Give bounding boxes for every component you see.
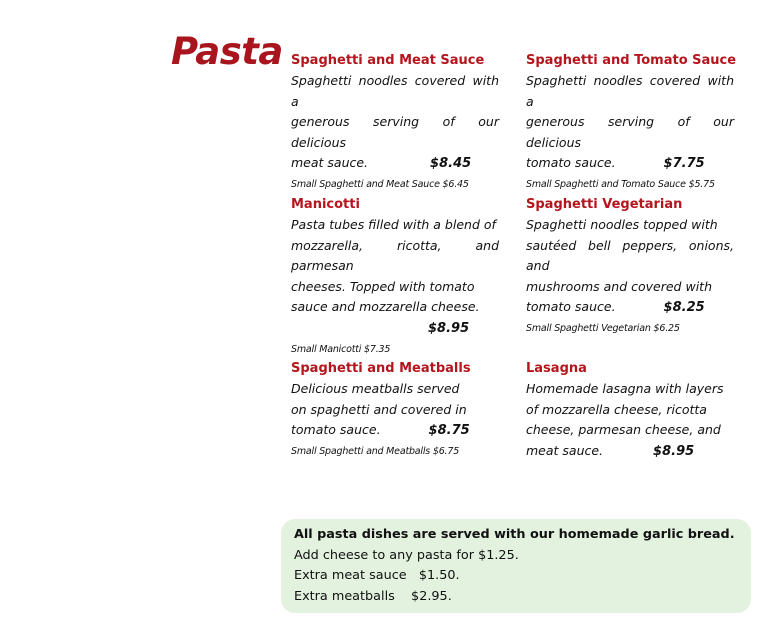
menu-item-price: $8.45 [430, 156, 472, 172]
menu-item [526, 359, 734, 462]
menu-item-description: Pasta tubes filled with a blend of mozzarella, ricotta, and parmesan cheeses. Topped with tomato sauce and mozzarella cheese. $8.95 [291, 217, 499, 336]
menu-item-name: Spaghetti and Meatballs [291, 361, 471, 376]
notes-box [281, 519, 751, 613]
menu-item-name: Lasagna [526, 361, 587, 376]
menu-item-name: Spaghetti and Meat Sauce [291, 53, 485, 68]
menu-item [526, 195, 734, 336]
menu-item-name: Spaghetti Vegetarian [526, 197, 683, 212]
menu-item-name: Manicotti [291, 197, 360, 212]
menu-item [291, 51, 499, 192]
menu-item-price: $7.75 [663, 156, 705, 172]
menu-item-description: Homemade lasagna with layers of mozzarella cheese, ricotta cheese, parmesan cheese, and meat sauce. $8.95 [526, 381, 724, 459]
menu-item-small-size: Small Spaghetti Vegetarian $6.25 [526, 322, 680, 334]
menu-item-small-size: Small Spaghetti and Tomato Sauce $5.75 [526, 178, 715, 190]
menu-item-small-size: Small Spaghetti and Meatballs $6.75 [291, 445, 460, 457]
notes-garlic-bread: All pasta dishes are served with our homemade garlic bread. [294, 527, 735, 542]
menu-item [291, 359, 499, 459]
section-title: Pasta [171, 30, 283, 73]
menu-item-description: Spaghetti noodles topped with sautéed bell peppers, onions, and mushrooms and covered with tomato sauce. $8.25 [526, 217, 734, 316]
menu-item [526, 51, 737, 192]
menu-item-price: $8.95 [428, 320, 470, 336]
menu-item-price: $8.25 [663, 300, 705, 316]
notes-line: Add cheese to any pasta for $1.25. [294, 547, 519, 563]
menu-item [291, 195, 499, 357]
menu-item-description: Spaghetti noodles covered with a generous serving of our delicious tomato sauce. $7.75 [526, 73, 734, 172]
menu-item-description: Spaghetti noodles covered with a generous serving of our delicious meat sauce. $8.45 [291, 73, 499, 172]
menu-item-price: $8.75 [428, 423, 470, 439]
menu-item-name: Spaghetti and Tomato Sauce [526, 53, 737, 68]
menu-item-price: $8.95 [653, 443, 695, 459]
notes-line: Extra meatballs $2.95. [294, 588, 452, 604]
menu-item-description: Delicious meatballs served on spaghetti and covered in tomato sauce. $8.75 [291, 381, 470, 439]
menu-item-small-size: Small Manicotti $7.35 [291, 343, 391, 355]
notes-line: Extra meat sauce $1.50. [294, 568, 460, 583]
menu-item-small-size: Small Spaghetti and Meat Sauce $6.45 [291, 178, 469, 190]
